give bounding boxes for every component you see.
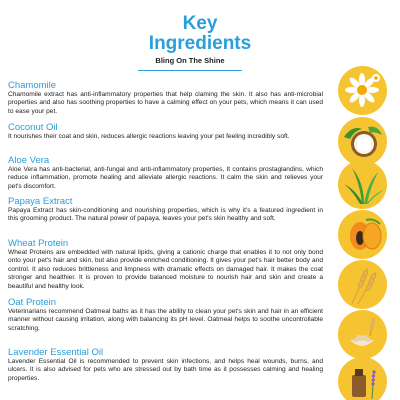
- title-line-1: Key: [182, 13, 218, 34]
- ingredient-oat-protein: [8, 297, 323, 333]
- oats-icon: [338, 310, 387, 359]
- ingredient-name: Oat Protein: [8, 297, 57, 308]
- ingredient-name: Lavender Essential Oil: [8, 347, 104, 358]
- ingredient-description: Papaya Extract has skin-conditioning and nourishing properties, which is why it's a featured ingredient in this grooming product. The natural power of papaya, leaves your pet's skin healthy and soft.: [8, 207, 323, 223]
- ingredient-coconut-oil: [8, 122, 323, 141]
- aloe-vera-icon: [338, 160, 387, 209]
- ingredient-description: Veterinarians recommend Oatmeal baths as it has the ability to clean your pet's skin and hair in an efficient manner without causing irritation, along with balancing its pH level. Oatmeal helps to soothe uncontrollable scratching.: [8, 308, 323, 332]
- page-title: [0, 14, 400, 54]
- ingredient-name: Aloe Vera: [8, 155, 50, 166]
- title-line-2: Ingredients: [148, 33, 252, 54]
- subtitle-underline: [138, 70, 242, 71]
- coconut-icon: [338, 117, 387, 166]
- ingredient-name: Chamomile: [8, 80, 57, 91]
- ingredient-description: Lavender Essential Oil is recommended to prevent skin infections, and helps heal wounds, burns, and ulcers. It is also advised for pets who are stressed out by bath time as it possesses calming and healing properties.: [8, 358, 323, 382]
- ingredient-name: Papaya Extract: [8, 196, 73, 207]
- lavender-oil-icon: [338, 357, 387, 400]
- ingredient-chamomile: [8, 80, 323, 116]
- ingredient-description: It nourishes their coat and skin, reduces allergic reactions leaving your pet feeling incredibly soft.: [8, 133, 290, 140]
- ingredient-description: Wheat Proteins are embedded with natural lipids, giving a cationic charge that enables it to not only bond onto your pet's hair and skin, but also provide enriched conditioning. It gives your pet's hair better body and control. It also reduces brittleness and limpness with dramatic effects on damaged hair. It makes the coat stronger and healthier. It is proven to provide balanced moisture to nourish hair and skin and create a beautiful and healthy look.: [8, 249, 323, 290]
- wheat-icon: [338, 260, 387, 309]
- ingredient-name: Coconut Oil: [8, 122, 58, 133]
- ingredient-papaya-extract: [8, 196, 323, 224]
- page-subtitle: Bling On The Shine: [155, 56, 225, 65]
- chamomile-flower-icon: [338, 66, 387, 115]
- papaya-icon: [338, 210, 387, 259]
- ingredient-name: Wheat Protein: [8, 238, 69, 249]
- ingredient-description: Chamomile extract has anti-inflammatory properties that help claming the skin. It also has anti-microbial properties and also has soothing properties to have a calming effect on your pets, which means it can used to ease your pet.: [8, 91, 323, 115]
- ingredient-wheat-protein: [8, 238, 323, 291]
- ingredient-aloe-vera: [8, 155, 323, 191]
- ingredient-lavender-oil: [8, 347, 323, 383]
- ingredient-description: Aloe Vera has anti-bacterial, anti-fungal and anti-inflammatory properties, It contains prostaglandins, which reduce inflammation, promote healing and alleviate allergic reactions. It calm the skin and relieves your pet's discomfort.: [8, 166, 323, 190]
